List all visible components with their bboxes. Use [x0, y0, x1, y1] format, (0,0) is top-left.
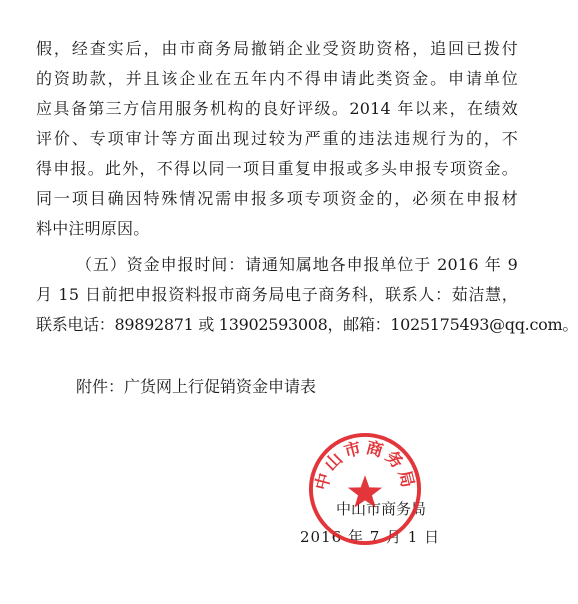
- text-line: 料中注明原因。: [36, 219, 150, 238]
- text-line: （五）资金申报时间：请通知属地各申报单位于 2016 年 9: [76, 255, 518, 274]
- seal-text: 中山市商务局: [310, 436, 420, 493]
- document-body: [36, 34, 578, 340]
- official-seal: [306, 430, 427, 548]
- text-line: 同一项目确因特殊情况需申报多项专项资金的，必须在申报材: [36, 189, 518, 208]
- signature-date: 2016 年 7 月 1 日: [300, 528, 441, 546]
- star-icon: [348, 475, 382, 507]
- text-line: 得申报。此外，不得以同一项目重复申报或多头申报专项资金。: [36, 159, 518, 178]
- text-line: 月 15 日前把申报资料报市商务局电子商务科，联系人：茹洁慧，: [36, 285, 518, 304]
- text-line: 联系电话：89892871 或 13902593008，邮箱：1025175493@qq.com。: [36, 315, 578, 334]
- text-line: 的资助款，并且该企业在五年内不得申请此类资金。申请单位: [36, 69, 518, 88]
- text-line: 评价、专项审计等方面出现过较为严重的违法违规行为的，不: [36, 129, 518, 148]
- attachment-line: 附件：广货网上行促销资金申请表: [76, 377, 317, 396]
- signature-organization: 中山市商务局: [336, 500, 427, 518]
- text-line: 假，经查实后，由市商务局撤销企业受资助资格，追回已拨付: [36, 39, 518, 58]
- text-line: 应具备第三方信用服务机构的良好评级。2014 年以来，在绩效: [36, 99, 518, 118]
